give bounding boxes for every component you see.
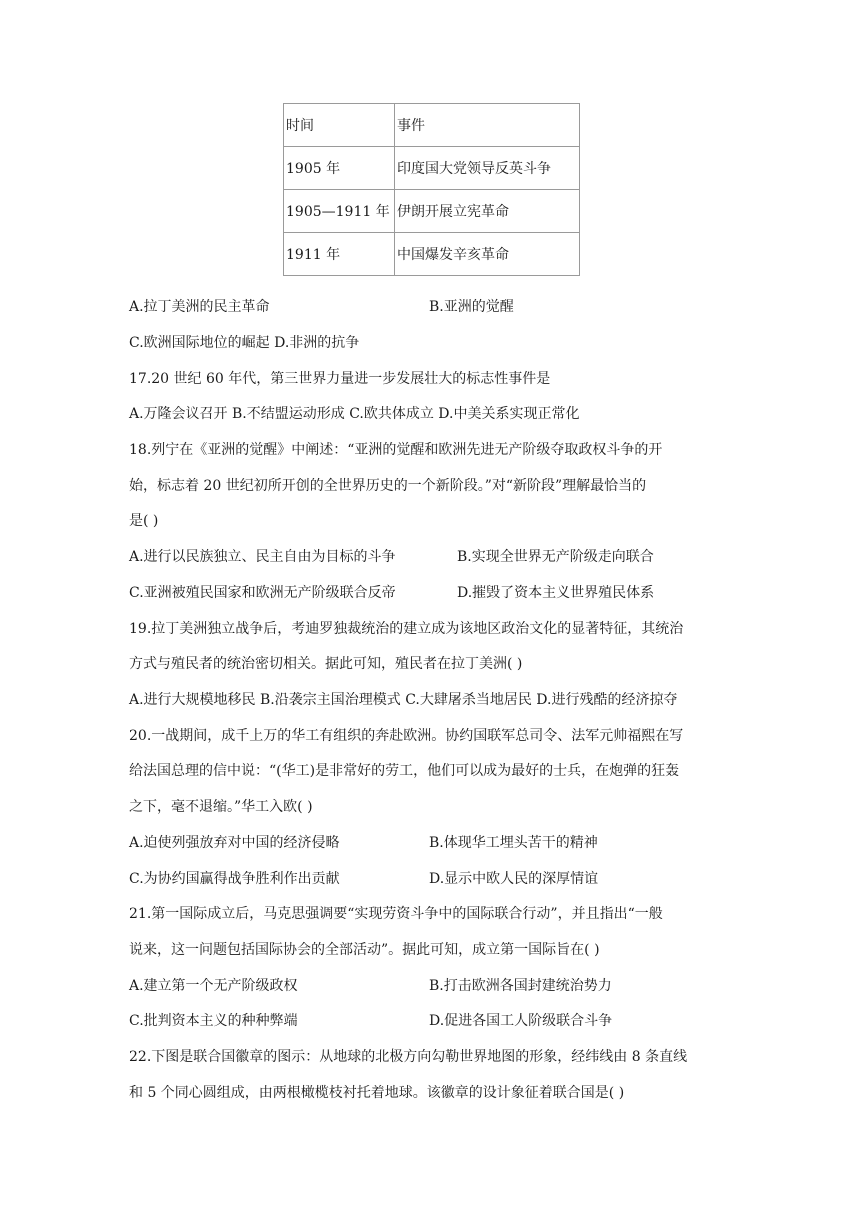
q21-stem-line-2: 说来，这一问题包括国际协会的全部活动”。据此可知，成立第一国际旨在( ) bbox=[129, 942, 600, 958]
table-cell-time: 1905 年 bbox=[284, 147, 395, 190]
table-cell-event: 中国爆发辛亥革命 bbox=[395, 233, 580, 276]
table-header-event: 事件 bbox=[395, 104, 580, 147]
table-cell-event: 伊朗开展立宪革命 bbox=[395, 190, 580, 233]
q16-option-a: A.拉丁美洲的民主革命 bbox=[129, 299, 270, 315]
table-header-time: 时间 bbox=[284, 104, 395, 147]
q18-option-b: B.实现全世界无产阶级走向联合 bbox=[457, 549, 654, 565]
q21-stem-line-1: 21.第一国际成立后，马克思强调要“实现劳资斗争中的国际联合行动”，并且指出“一般 bbox=[129, 906, 663, 922]
q20-stem-line-1: 20.一战期间，成千上万的华工有组织的奔赴欧洲。协约国联军总司令、法军元帅福熙在写 bbox=[129, 728, 684, 744]
q16-options-cd: C.欧洲国际地位的崛起 D.非洲的抗争 bbox=[129, 335, 360, 351]
q17-options: A.万隆会议召开 B.不结盟运动形成 C.欧共体成立 D.中美关系实现正常化 bbox=[129, 406, 580, 422]
q20-option-b: B.体现华工埋头苦干的精神 bbox=[429, 835, 598, 851]
q20-option-d: D.显示中欧人民的深厚情谊 bbox=[429, 871, 599, 887]
table-cell-time: 1911 年 bbox=[284, 233, 395, 276]
table-row bbox=[284, 147, 580, 190]
q18-option-a: A.进行以民族独立、民主自由为目标的斗争 bbox=[129, 549, 396, 565]
q21-option-b: B.打击欧洲各国封建统治势力 bbox=[429, 978, 612, 994]
q20-stem-line-2: 给法国总理的信中说：“(华工)是非常好的劳工，他们可以成为最好的士兵，在炮弹的狂轰 bbox=[129, 763, 680, 779]
q18-stem-line-3: 是( ) bbox=[129, 513, 159, 529]
q19-stem-line-2: 方式与殖民者的统治密切相关。据此可知，殖民者在拉丁美洲( ) bbox=[129, 656, 523, 672]
table-header-row bbox=[284, 104, 580, 147]
q22-stem-line-2: 和 5 个同心圆组成，由两根橄榄枝衬托着地球。该徽章的设计象征着联合国是( ) bbox=[129, 1085, 625, 1101]
table-cell-event: 印度国大党领导反英斗争 bbox=[395, 147, 580, 190]
table-row bbox=[284, 233, 580, 276]
events-table bbox=[283, 103, 580, 276]
q21-option-c: C.批判资本主义的种种弊端 bbox=[129, 1013, 298, 1029]
q19-options: A.进行大规模地移民 B.沿袭宗主国治理模式 C.大肆屠杀当地居民 D.进行残酷的经济掠夺 bbox=[129, 692, 678, 708]
q18-stem-line-1: 18.列宁在《亚洲的觉醒》中阐述：“亚洲的觉醒和欧洲先进无产阶级夺取政权斗争的开 bbox=[129, 442, 663, 458]
q20-stem-line-3: 之下，毫不退缩。”华工入欧( ) bbox=[129, 799, 313, 815]
table-cell-time: 1905—1911 年 bbox=[284, 190, 395, 233]
q19-stem-line-1: 19.拉丁美洲独立战争后，考迪罗独裁统治的建立成为该地区政治文化的显著特征，其统治 bbox=[129, 621, 684, 637]
q17-stem: 17.20 世纪 60 年代，第三世界力量进一步发展壮大的标志性事件是 bbox=[129, 371, 551, 387]
q20-option-a: A.迫使列强放弃对中国的经济侵略 bbox=[129, 835, 340, 851]
q20-option-c: C.为协约国赢得战争胜利作出贡献 bbox=[129, 871, 340, 887]
q18-option-d: D.摧毁了资本主义世界殖民体系 bbox=[457, 585, 655, 601]
table-row bbox=[284, 190, 580, 233]
q21-option-a: A.建立第一个无产阶级政权 bbox=[129, 978, 298, 994]
q21-option-d: D.促进各国工人阶级联合斗争 bbox=[429, 1013, 613, 1029]
q22-stem-line-1: 22.下图是联合国徽章的图示：从地球的北极方向勾勒世界地图的形象，经纬线由 8 条直线 bbox=[129, 1049, 688, 1065]
q18-option-c: C.亚洲被殖民国家和欧洲无产阶级联合反帝 bbox=[129, 585, 396, 601]
q18-stem-line-2: 始，标志着 20 世纪初所开创的全世界历史的一个新阶段。”对“新阶段”理解最恰当的 bbox=[129, 478, 647, 494]
q16-option-b: B.亚洲的觉醒 bbox=[429, 299, 514, 315]
